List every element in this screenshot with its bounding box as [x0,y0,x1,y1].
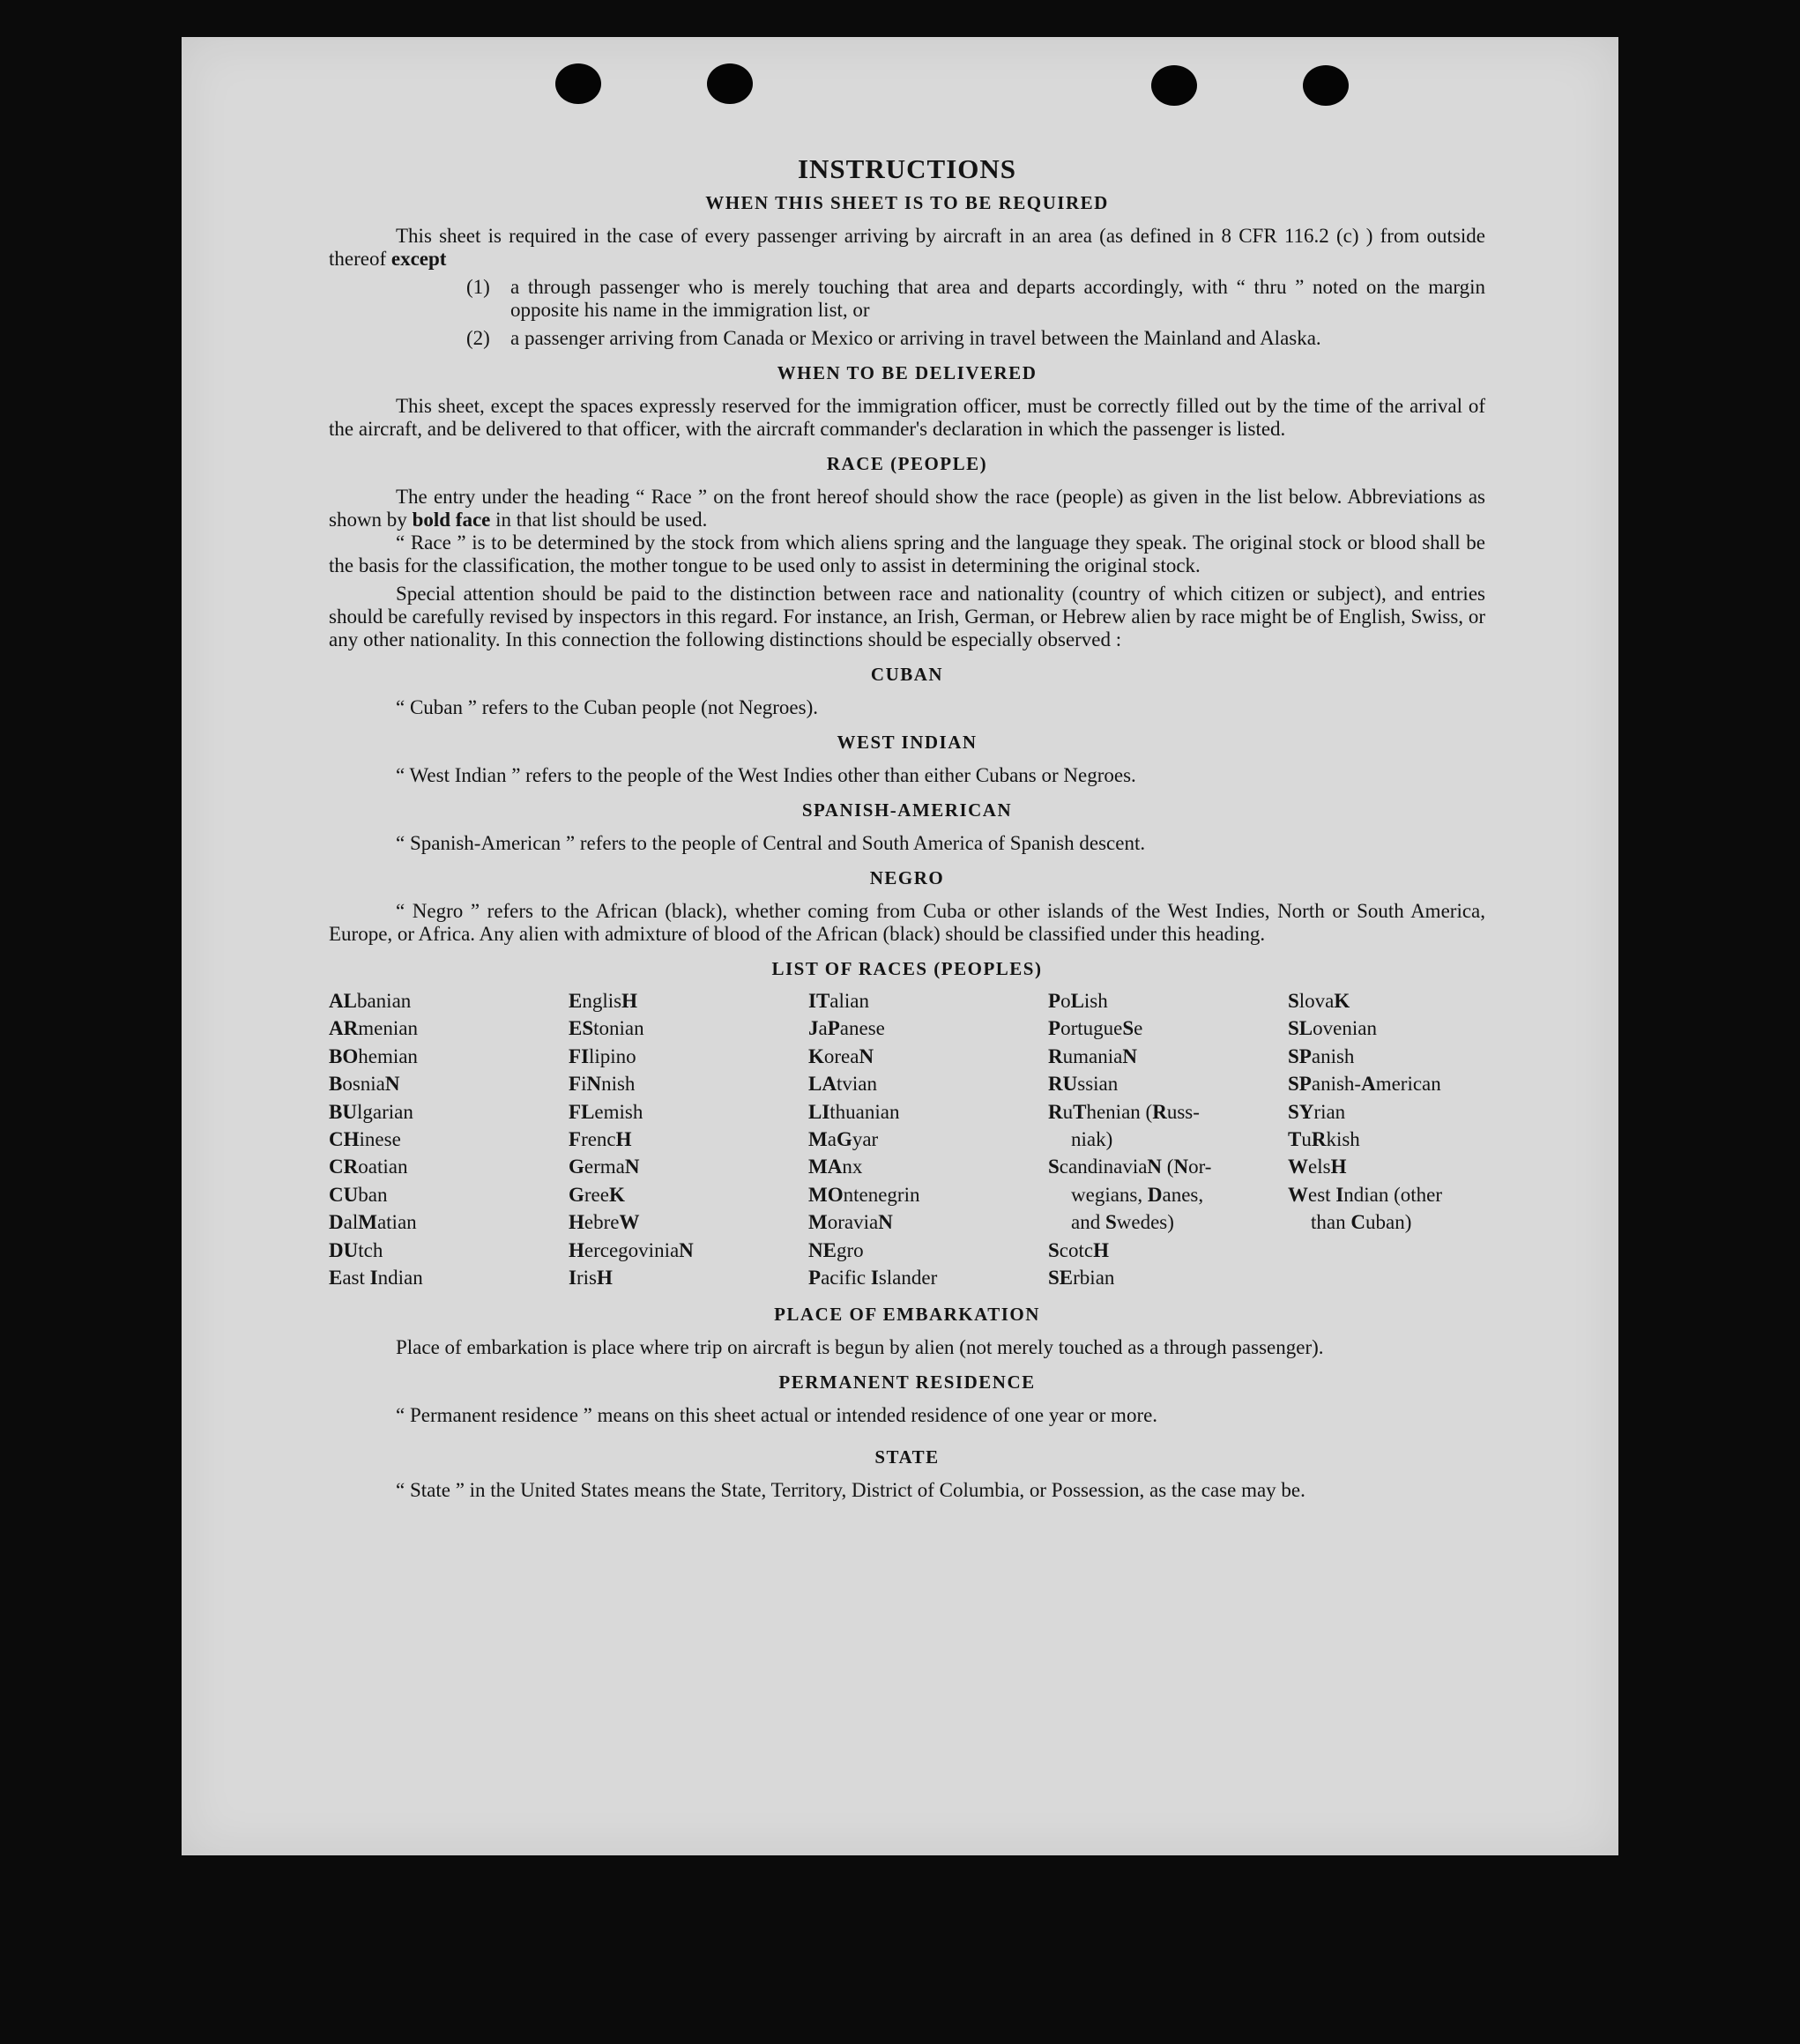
race-entry-continuation: wegians, Danes, [1071,1183,1204,1206]
list-item [466,276,1485,322]
race-entry: MAnx [808,1156,863,1178]
race-entry-continuation: than Cuban) [1311,1211,1412,1234]
heading-state: STATE [874,1446,940,1468]
race-entry: LAtvian [808,1073,877,1096]
race-p1-bold: bold face [412,509,491,531]
punch-hole [555,63,601,104]
race-entry: DalMatian [329,1211,417,1234]
race-entry: FrencH [569,1128,632,1151]
west-indian-text: “ West Indian ” refers to the people of the West Indies other than either Cubans or Negroes. [396,764,1136,786]
race-entry: SPanish-American [1288,1073,1441,1096]
race-entry: MaGyar [808,1128,879,1151]
cuban-text: “ Cuban ” refers to the Cuban people (not Negroes). [396,696,819,718]
negro-text: “ Negro ” refers to the African (black), whether coming from Cuba or other islands of the West Indies, North or South America, Europe, or Africa. Any alien with admixture of blood of the African (black) should be classified under this heading. [329,900,1485,945]
required-intro [329,225,1485,271]
race-entry: CRoatian [329,1156,408,1178]
race-entry: FiNnish [569,1073,636,1096]
page-title: INSTRUCTIONS [797,153,1016,184]
race-p1-after: in that list should be used. [495,509,708,531]
required-intro-emph: except [390,248,447,270]
race-entry: HebreW [569,1211,640,1234]
race-entry: KoreaN [808,1044,874,1067]
punch-hole [707,63,753,104]
item-text: a passenger arriving from Canada or Mexico or arriving in travel between the Mainland and Alaska. [510,327,1321,349]
race-entry: BOhemian [329,1044,418,1067]
race-p1-before: The entry under the heading “ Race ” on the front hereof should show the race (people) as given in the list below. Abbreviations as shown by [329,486,1485,531]
spanish-american-text: “ Spanish-American ” refers to the people of Central and South America of Spanish descent. [396,832,1146,854]
race-entry: ITalian [808,990,869,1012]
race-entry: PortugueSe [1048,1017,1143,1040]
punch-hole [1151,65,1197,106]
race-entry: FIlipino [569,1044,636,1067]
race-entry: CHinese [329,1128,401,1151]
race-entry: LIthuanian [808,1100,900,1123]
races-column-3 [808,987,1048,1291]
race-entry: PoLish [1048,990,1108,1012]
race-paragraph-2: “ Race ” is to be determined by the stock from which aliens spring and the language they speak. The original stock or blood shall be the basis for the classification, the mother tongue to be used only to assist in determining the original stock. [329,531,1485,576]
race-entry: GermaN [569,1156,640,1178]
heading-delivered: WHEN TO BE DELIVERED [777,362,1038,383]
race-entry: SYrian [1288,1100,1346,1123]
race-entry: ALbanian [329,990,412,1012]
heading-list-of-races: LIST OF RACES (PEOPLES) [771,958,1043,979]
race-entry: NEgro [808,1238,864,1261]
race-entry: ScandinaviaN (Nor- [1048,1156,1212,1178]
race-entry: RUssian [1048,1073,1119,1096]
race-entry: ScotcH [1048,1238,1109,1261]
race-entry: MoraviaN [808,1211,893,1234]
race-entry: BosniaN [329,1073,400,1096]
race-entry: FLemish [569,1100,643,1123]
race-entry: DUtch [329,1238,383,1261]
race-entry: RumaniaN [1048,1044,1137,1067]
list-item [466,327,1485,350]
race-entry: IrisH [569,1267,613,1290]
races-list [329,987,1485,1291]
state-text: “ State ” in the United States means the State, Territory, District of Columbia, or Possession, as the case may be. [396,1479,1305,1502]
item-number: (2) [466,327,490,349]
races-column-4 [1048,987,1288,1291]
race-entry: MOntenegrin [808,1183,920,1206]
heading-residence: PERMANENT RESIDENCE [778,1371,1036,1394]
residence-text: “ Permanent residence ” means on this sheet actual or intended residence of one year or more. [396,1404,1158,1427]
race-entry: East Indian [329,1267,423,1290]
race-entry: TuRkish [1288,1128,1360,1151]
required-intro-text: This sheet is required in the case of every passenger arriving by aircraft in an area (as defined in 8 CFR 116.2 (c) ) from outside thereof [329,225,1485,270]
document-sheet [182,37,1618,1855]
heading-required: WHEN THIS SHEET IS TO BE REQUIRED [705,192,1109,213]
races-column-5 [1288,987,1485,1291]
race-entry: West Indian (other [1288,1183,1443,1206]
race-entry: SErbian [1048,1267,1115,1290]
race-entry: HercegoviniaN [569,1238,694,1261]
race-entry: GreeK [569,1183,625,1206]
races-column-1 [329,987,569,1291]
instructions-content [329,153,1485,1502]
race-entry-continuation: and Swedes) [1071,1211,1174,1234]
punch-hole [1303,65,1349,106]
race-entry: SlovaK [1288,990,1350,1012]
embarkation-text: Place of embarkation is place where trip on aircraft is begun by alien (not merely touched as a through passenger). [396,1336,1324,1359]
item-text: a through passenger who is merely touching that area and departs accordingly, with “ thru ” noted on the margin opposite his name in the immigration list, or [510,276,1485,321]
delivered-text: This sheet, except the spaces expressly reserved for the immigration officer, must be correctly filled out by the time of the arrival of the aircraft, and be delivered to that officer, with the aircraft commander's declaration in which the passenger is listed. [329,395,1485,440]
race-entry: BUlgarian [329,1100,413,1123]
heading-race: RACE (PEOPLE) [826,453,988,474]
race-entry: CUban [329,1183,388,1206]
race-entry: RuThenian (Russ- [1048,1100,1200,1123]
race-entry: SLovenian [1288,1017,1377,1040]
heading-cuban: CUBAN [870,664,944,685]
race-entry: ARmenian [329,1017,418,1040]
race-paragraph-3: Special attention should be paid to the distinction between race and nationality (country of which citizen or subject), and entries should be carefully revised by inspectors in this regard. For instance, an Irish, German, or Hebrew alien by race might be of English, Swiss, or any other nationality. In this connection the following distinctions should be especially observed : [329,583,1485,650]
races-column-2 [569,987,808,1291]
race-entry: Pacific Islander [808,1267,938,1290]
heading-west-indian: WEST INDIAN [837,732,978,753]
item-number: (1) [466,276,490,298]
heading-negro: NEGRO [869,867,945,888]
race-paragraph-1 [329,486,1485,531]
race-entry: EStonian [569,1017,644,1040]
race-entry: EnglisH [569,990,637,1012]
heading-embarkation: PLACE OF EMBARKATION [774,1304,1040,1326]
race-entry: JaPanese [808,1017,885,1040]
race-entry: SPanish [1288,1044,1355,1067]
heading-spanish-american: SPANISH-AMERICAN [801,799,1013,821]
race-entry: WelsH [1288,1156,1347,1178]
race-entry-continuation: niak) [1071,1128,1113,1151]
